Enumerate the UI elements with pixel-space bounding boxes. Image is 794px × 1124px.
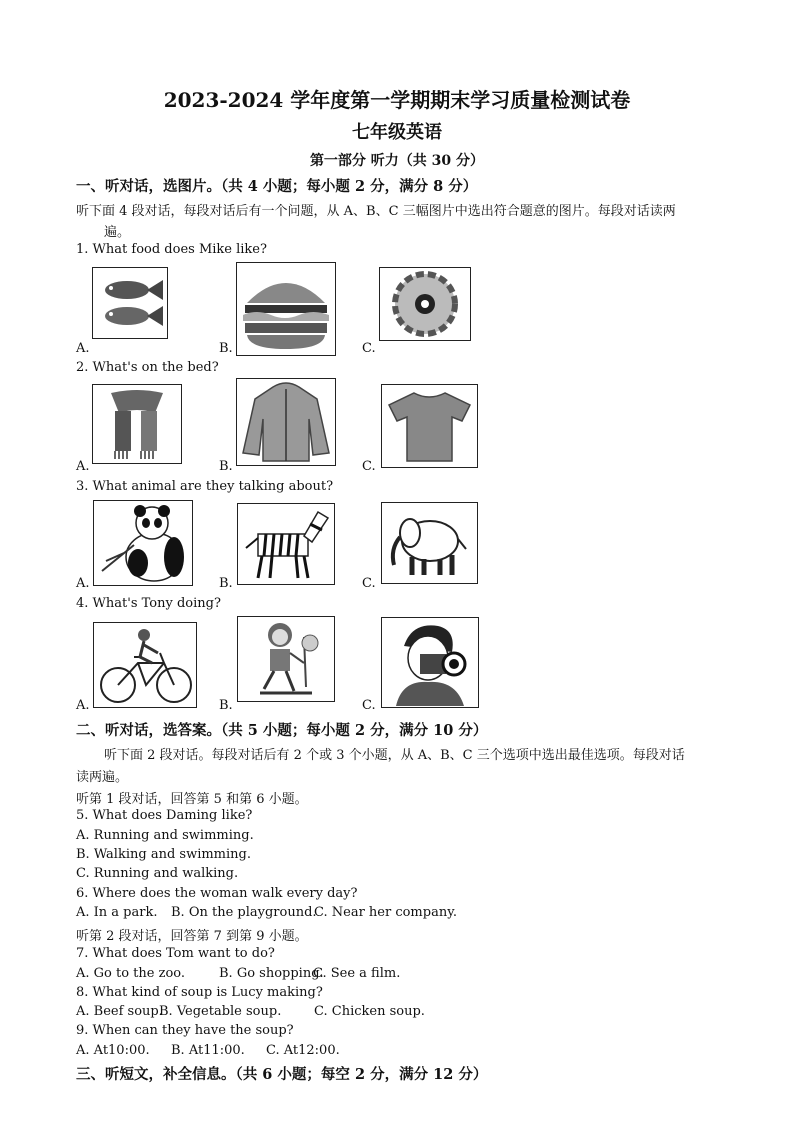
section2-instruction-1: 听下面 2 段对话。每段对话后有 2 个或 3 个小题，从 A、B、C 三个选项中选出最佳选项。每段对话 [104, 748, 685, 763]
q8-option-b[interactable]: B. Vegetable soup. [159, 1004, 282, 1019]
panda-icon [94, 501, 192, 585]
photographer-picture[interactable] [381, 617, 479, 708]
q3-option-b: B. [219, 576, 233, 591]
dialog2-intro: 听第 2 段对话，回答第 7 到第 9 小题。 [76, 929, 308, 944]
section1-heading: 一、听对话，选图片。（共 4 小题；每小题 2 分，满分 8 分） [76, 178, 478, 195]
hamburger-icon [237, 263, 335, 355]
zebra-icon [238, 504, 334, 584]
q1-option-a: A. [76, 341, 90, 356]
q9-option-b[interactable]: B. At11:00. [171, 1043, 245, 1058]
q7-option-c[interactable]: C. See a film. [313, 966, 401, 981]
bicycle-icon [94, 623, 196, 707]
q7-option-a[interactable]: A. Go to the zoo. [76, 966, 186, 981]
q2-option-c: C. [362, 459, 376, 474]
fish-icon [93, 268, 167, 338]
q3-option-a: A. [76, 576, 90, 591]
q4-option-a: A. [76, 698, 90, 713]
dumplings-picture[interactable] [379, 267, 471, 341]
q5-option-a[interactable]: A. Running and swimming. [76, 828, 254, 843]
elephant-picture[interactable] [381, 502, 478, 584]
t-shirt-picture[interactable] [381, 384, 478, 468]
q9-option-c[interactable]: C. At12:00. [266, 1043, 340, 1058]
q6-option-b[interactable]: B. On the playground. [171, 905, 317, 920]
scarf-picture[interactable] [92, 384, 182, 464]
scarf-icon [93, 385, 181, 463]
q7-option-b[interactable]: B. Go shopping. [219, 966, 324, 981]
part-heading: 第一部分 听力（共 30 分） [309, 153, 485, 169]
exam-title: 2023-2024 学年度第一学期期末学习质量检测试卷 [163, 88, 631, 112]
question-9: 9. When can they have the soup? [76, 1023, 294, 1038]
q4-option-c: C. [362, 698, 376, 713]
dialog1-intro: 听第 1 段对话，回答第 5 和第 6 小题。 [76, 792, 308, 807]
q9-option-a[interactable]: A. At10:00. [76, 1043, 150, 1058]
question-5: 5. What does Daming like? [76, 808, 253, 823]
jacket-icon [237, 379, 335, 465]
q1-option-c: C. [362, 341, 376, 356]
q2-option-a: A. [76, 459, 90, 474]
walking-picture[interactable] [237, 616, 335, 702]
exam-subtitle: 七年级英语 [352, 122, 442, 143]
zebra-picture[interactable] [237, 503, 335, 585]
question-1: 1. What food does Mike like? [76, 242, 267, 257]
section3-heading: 三、听短文，补全信息。（共 6 小题；每空 2 分，满分 12 分） [76, 1066, 488, 1083]
section2-instruction-2: 读两遍。 [76, 770, 129, 785]
q6-option-c[interactable]: C. Near her company. [314, 905, 457, 920]
elephant-icon [382, 503, 477, 583]
dumplings-icon [380, 268, 470, 340]
section1-instruction-2: 遍。 [104, 225, 131, 240]
fish-picture[interactable] [92, 267, 168, 339]
cycling-picture[interactable] [93, 622, 197, 708]
camera-icon [382, 618, 478, 707]
q8-option-a[interactable]: A. Beef soup. [76, 1004, 163, 1019]
question-7: 7. What does Tom want to do? [76, 946, 275, 961]
section1-instruction-1: 听下面 4 段对话，每段对话后有一个问题，从 A、B、C 三幅图片中选出符合题意的图片。每段对话读两 [76, 204, 676, 219]
q6-option-a[interactable]: A. In a park. [76, 905, 158, 920]
q8-option-c[interactable]: C. Chicken soup. [314, 1004, 425, 1019]
question-8: 8. What kind of soup is Lucy making? [76, 985, 323, 1000]
jacket-picture[interactable] [236, 378, 336, 466]
section2-heading: 二、听对话，选答案。（共 5 小题；每小题 2 分，满分 10 分） [76, 722, 488, 739]
question-2: 2. What's on the bed? [76, 360, 219, 375]
q5-option-b[interactable]: B. Walking and swimming. [76, 847, 251, 862]
q3-option-c: C. [362, 576, 376, 591]
hamburger-picture[interactable] [236, 262, 336, 356]
q5-option-c[interactable]: C. Running and walking. [76, 866, 239, 881]
q4-option-b: B. [219, 698, 233, 713]
walking-child-icon [238, 617, 334, 701]
question-4: 4. What's Tony doing? [76, 596, 221, 611]
question-6: 6. Where does the woman walk every day? [76, 886, 358, 901]
question-3: 3. What animal are they talking about? [76, 479, 334, 494]
q1-option-b: B. [219, 341, 233, 356]
panda-picture[interactable] [93, 500, 193, 586]
q2-option-b: B. [219, 459, 233, 474]
t-shirt-icon [382, 385, 477, 467]
